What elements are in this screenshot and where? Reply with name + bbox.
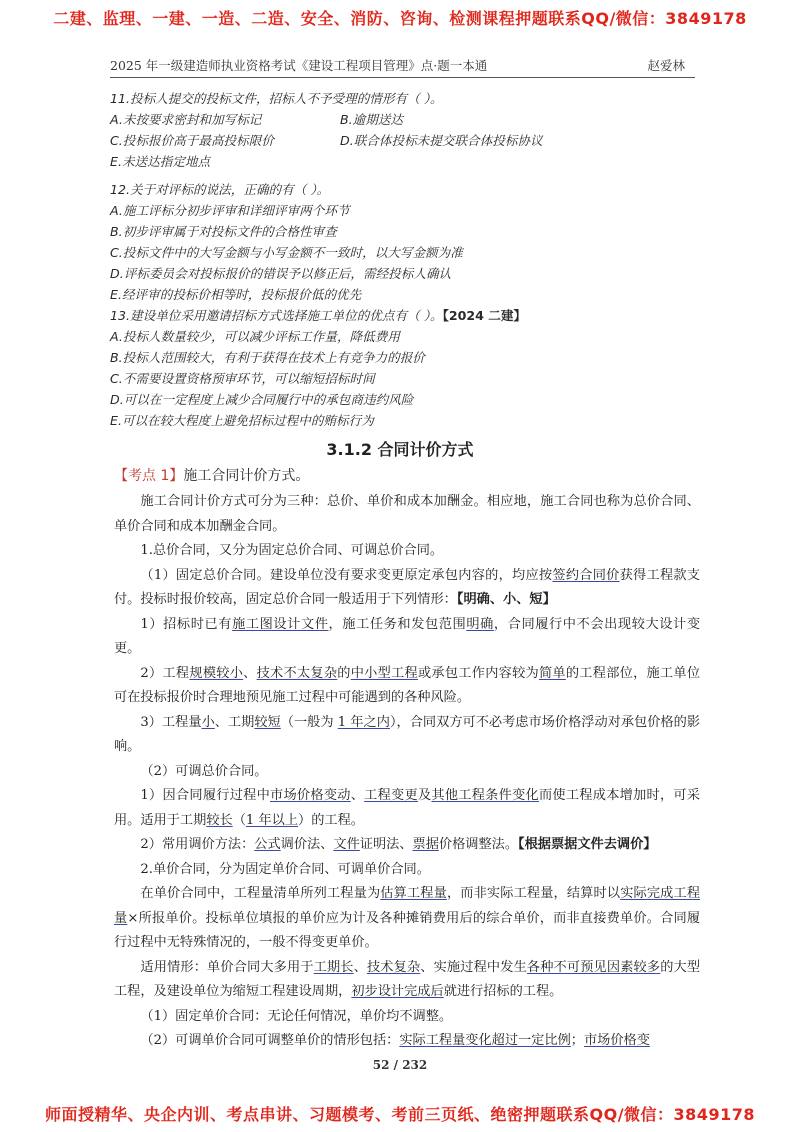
paragraph: 1.总价合同，又分为固定总价合同、可调总价合同。	[140, 543, 444, 558]
text-run: ×所报单价。投标单位填报的单价应为计及各种摊销费用后的综合单价，而非直接费单价。合同履行过程中无特殊情况的，一般不得变更单价。	[114, 910, 701, 950]
text-run: 、工期	[214, 714, 255, 730]
option-d: D.联合体投标未提交联合体投标协议	[340, 133, 543, 148]
underlined-term: 中小型工程	[350, 665, 418, 681]
text-run: 、	[350, 788, 365, 803]
mnemonic-tag: 【明确、小、短】	[456, 592, 556, 607]
question-stem: 13.建设单位采用邀请招标方式选择施工单位的优点有（ ）。	[110, 308, 443, 323]
underlined-term: 较长	[206, 812, 233, 828]
text-run: 的工程部位，施工单位可在投标报价时合理地预见施工过程中可能遇到的各种风险。	[114, 665, 701, 705]
text-run: 的大型工程，及建设单位为缩短工程建设周期，	[114, 959, 701, 999]
text-run: 的	[337, 665, 351, 681]
text-run: 或承包工作内容较为	[417, 665, 539, 681]
underlined-term: 各种不可预见因素较多	[526, 959, 661, 975]
text-run: 3）工程量	[140, 714, 202, 730]
option-a: A.未按要求密封和加写标记	[110, 112, 262, 127]
page-header	[110, 56, 695, 78]
underlined-term: 小	[201, 714, 215, 730]
paragraph	[114, 564, 700, 613]
question-12	[110, 179, 710, 305]
keypoint-heading	[114, 465, 309, 485]
keypoint-text: 施工合同计价方式。	[183, 468, 310, 484]
paragraph: 施工合同计价方式可分为三种：总价、单价和成本加酬金。相应地，施工合同也称为总价合同、单价合同和成本加酬金合同。	[114, 494, 700, 534]
text-run: 适用情形：单价合同大多用于	[140, 959, 314, 975]
text-run: （	[232, 812, 246, 828]
paragraph	[114, 956, 700, 1005]
underlined-term: 估算工程量	[380, 886, 447, 901]
section-title: 3.1.2 合同计价方式	[326, 440, 474, 459]
bottom-promo-banner: 师面授精华、央企内训、考点串讲、习题模考、考前三页纸、绝密押题联系QQ/微信：3849178	[45, 1105, 755, 1124]
text-run: 调价法、	[280, 837, 334, 852]
question-11	[110, 88, 710, 172]
top-promo-banner: 二建、监理、一建、一造、二造、安全、消防、咨询、检测课程押题联系QQ/微信：3849178	[53, 9, 747, 28]
underlined-term: 1 年之内	[337, 714, 390, 730]
question-stem-row	[110, 305, 710, 326]
paragraph	[114, 711, 700, 760]
text-run: 价格调整法。	[438, 837, 519, 852]
text-run: 、	[353, 959, 367, 975]
question-stem: 12.关于对评标的说法，正确的有（ ）。	[110, 182, 330, 197]
text-run: （一般为	[280, 714, 338, 730]
text-run: 获得工程款支付。投标时报价较高，固定总价合同一般适用于下列情形：	[114, 567, 701, 607]
paragraph: 2.单价合同，分为固定单价合同、可调单价合同。	[140, 861, 430, 877]
underlined-term: 简单	[538, 665, 566, 681]
underlined-term: 规模较小	[189, 665, 244, 681]
option-b: B.初步评审属于对投标文件的合格性审查	[110, 224, 337, 239]
option-row	[110, 130, 710, 151]
text-run: 及	[417, 788, 432, 803]
underlined-term: 文件	[333, 837, 360, 852]
option-c: C.不需要设置资格预审环节，可以缩短招标时间	[110, 371, 375, 386]
underlined-term: 签约合同价	[552, 567, 620, 583]
text-run: 、	[243, 665, 257, 681]
text-run: ，合同履行中不会出现较大设计变更。	[114, 616, 701, 656]
text-run: 1）招标时已有	[140, 616, 233, 632]
text-run: （1）固定总价合同。建设单位没有要求变更原定承包内容的，均应按	[140, 567, 553, 583]
paragraph	[114, 833, 700, 858]
underlined-term: 实际工程量变化超过一定比例	[399, 1033, 571, 1048]
keypoint-bracket: 【考点 1】	[114, 468, 184, 484]
paragraph	[114, 662, 700, 711]
text-run: ；	[570, 1033, 584, 1048]
page-number: 52 / 232	[372, 1058, 428, 1072]
text-run: ，而非实际工程量，结算时以	[446, 886, 621, 901]
option-row	[110, 109, 710, 130]
exam-tag: 【2024 二建】	[442, 308, 527, 323]
underlined-term: 票据	[412, 837, 439, 852]
option-d: D.评标委员会对投标报价的错误予以修正后，需经投标人确认	[110, 266, 452, 281]
underlined-term: 市场价格变动	[270, 788, 351, 803]
paragraph	[114, 1029, 700, 1054]
header-title: 2025 年一级建造师执业资格考试《建设工程项目管理》点·题一本通	[110, 58, 488, 73]
text-run: 、实施过程中发生	[420, 959, 527, 975]
option-e: E.未送达指定地点	[110, 154, 211, 169]
text-run: 就进行招标的工程。	[443, 984, 563, 999]
text-run: 2）常用调价方法：	[140, 837, 255, 852]
underlined-term: 工程变更	[364, 788, 418, 803]
paragraph	[114, 784, 700, 833]
paragraph: （2）可调总价合同。	[140, 763, 268, 779]
underlined-term: 公式	[254, 837, 281, 852]
paragraph	[114, 882, 700, 956]
underlined-term: 施工图设计文件	[232, 616, 329, 632]
option-e: E.经评审的投标价相等时，投标报价低的优先	[110, 287, 362, 302]
text-run: ）的工程。	[298, 812, 364, 828]
text-run: ，施工任务和发包范围	[328, 616, 467, 632]
text-run: 2）工程	[140, 665, 190, 681]
option-c: C.投标报价高于最高投标限价	[110, 133, 274, 148]
text-run: （2）可调单价合同可调整单价的情形包括：	[140, 1033, 400, 1048]
option-a: A.施工评标分初步评审和详细评审两个环节	[110, 203, 350, 218]
option-c: C.投标文件中的大写金额与小写金额不一致时，以大写金额为准	[110, 245, 463, 260]
question-stem: 11.投标人提交的投标文件，招标人不予受理的情形有（ ）。	[110, 91, 443, 106]
paragraph: （1）固定单价合同：无论任何情况，单价均不调整。	[140, 1008, 453, 1024]
question-13	[110, 305, 710, 431]
underlined-term: 初步设计完成后	[351, 984, 444, 999]
text-run: 而使工程成本增加时，可采用。适用于工期	[114, 788, 701, 828]
option-d: D.可以在一定程度上减少合同履行中的承包商违约风险	[110, 392, 414, 407]
option-b: B.投标人范围较大，有利于获得在技术上有竞争力的报价	[110, 350, 425, 365]
text-run: 证明法、	[359, 837, 413, 852]
underlined-term: 实际完成工程量	[114, 886, 701, 926]
text-run: ），合同双方可不必考虑市场价格浮动对承包价格的影响。	[114, 714, 701, 754]
header-author: 赵爱林	[647, 58, 685, 73]
option-b: B.逾期送达	[340, 112, 404, 127]
option-a: A.投标人数量较少，可以减少评标工作量，降低费用	[110, 329, 400, 344]
underlined-term: 明确	[466, 616, 494, 632]
body-text	[114, 490, 700, 1054]
underlined-term: 市场价格变	[583, 1033, 650, 1048]
paragraph	[114, 613, 700, 662]
underlined-term: 1 年以上	[245, 812, 299, 828]
text-run: 1）因合同履行过程中	[140, 788, 271, 803]
underlined-term: 工期长	[313, 959, 354, 975]
underlined-term: 其他工程条件变化	[431, 788, 539, 803]
underlined-term: 较短	[254, 714, 281, 730]
underlined-term: 技术复杂	[366, 959, 421, 975]
mnemonic-tag: 【根据票据文件去调价】	[518, 837, 657, 852]
text-run: 在单价合同中，工程量清单所列工程量为	[140, 886, 381, 901]
underlined-term: 技术不太复杂	[256, 665, 338, 681]
option-e: E.可以在较大程度上避免招标过程中的贿标行为	[110, 413, 374, 428]
